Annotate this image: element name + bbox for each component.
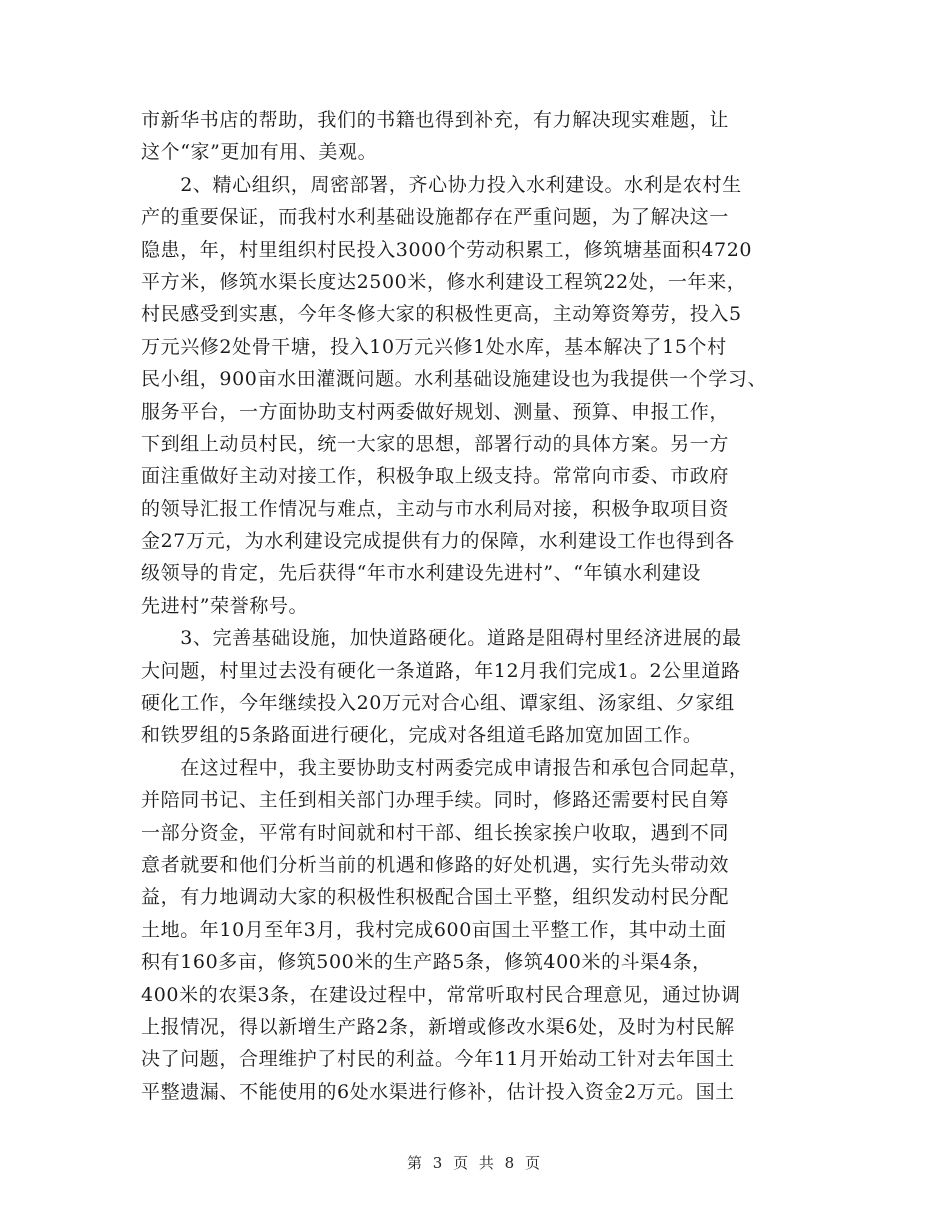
page-number: 第 3 页 共 8 页 xyxy=(407,1154,543,1172)
body-line: 决了问题，合理维护了村民的利益。今年11月开始动工针对去年国土 xyxy=(141,1048,735,1071)
body-line: 面注重做好主动对接工作，积极争取上级支持。常常向市委、市政府 xyxy=(141,465,730,488)
body-line: 下到组上动员村民，统一大家的思想，部署行动的具体方案。另一方 xyxy=(141,432,730,455)
page-footer xyxy=(0,1152,950,1173)
body-line: 万元兴修2处骨干塘，投入10万元兴修1处水库，基本解决了15个村 xyxy=(141,335,727,358)
body-line: 先进村”荣誉称号。 xyxy=(141,594,309,617)
body-line: 并陪同书记、主任到相关部门办理手续。同时，修路还需要村民自筹 xyxy=(141,789,730,812)
body-line: 村民感受到实惠，今年冬修大家的积极性更高，主动筹资筹劳，投入5 xyxy=(141,303,742,326)
body-line: 平整遗漏、不能使用的6处水渠进行修补，估计投入资金2万元。国土 xyxy=(141,1080,735,1103)
body-line: 土地。年10月至年3月，我村完成600亩国土平整工作，其中动土面 xyxy=(141,918,727,941)
body-line: 一部分资金，平常有时间就和村干部、组长挨家挨户收取，遇到不同 xyxy=(141,821,730,844)
body-line: 上报情况，得以新增生产路2条，新增或修改水渠6处，及时为村民解 xyxy=(141,1015,735,1038)
body-line: 级领导的肯定，先后获得“年市水利建设先进村”、“年镇水利建设 xyxy=(141,562,702,585)
body-line: 2、精心组织，周密部署，齐心协力投入水利建设。水利是农村生 xyxy=(141,173,742,196)
body-line: 意者就要和他们分析当前的机遇和修路的好处机遇，实行先头带动效 xyxy=(141,853,730,876)
body-line: 和铁罗组的5条路面进行硬化，完成对各组道毛路加宽加固工作。 xyxy=(141,724,703,747)
body-line: 大问题，村里过去没有硬化一条道路，年12月我们完成1。2公里道路 xyxy=(141,659,741,682)
body-line: 硬化工作，今年继续投入20万元对合心组、谭家组、汤家组、夕家组 xyxy=(141,692,735,715)
body-line: 服务平台，一方面协助支村两委做好规划、测量、预算、申报工作， xyxy=(141,400,730,423)
body-line: 金27万元，为水利建设完成提供有力的保障，水利建设工作也得到各 xyxy=(141,530,735,553)
document-body xyxy=(141,104,813,1108)
body-line: 的领导汇报工作情况与难点，主动与市水利局对接，积极争取项目资 xyxy=(141,497,730,520)
body-line: 这个“家”更加有用、美观。 xyxy=(141,141,378,164)
body-line: 市新华书店的帮助，我们的书籍也得到补充，有力解决现实难题，让 xyxy=(141,109,730,131)
body-line: 在这过程中，我主要协助支村两委完成申请报告和承包合同起草， xyxy=(141,756,749,779)
body-line: 积有160多亩，修筑500米的生产路5条，修筑400米的斗渠4条， xyxy=(141,951,712,974)
body-line: 产的重要保证，而我村水利基础设施都存在严重问题，为了解决这一 xyxy=(141,206,730,229)
body-line: 400米的农渠3条，在建设过程中，常常听取村民合理意见，通过协调 xyxy=(141,983,741,1006)
body-line: 隐患，年，村里组织村民投入3000个劳动积累工，修筑塘基面积4720 xyxy=(141,238,753,261)
body-line: 平方米，修筑水渠长度达2500米，修水利建设工程筑22处，一年来， xyxy=(141,270,747,293)
body-line: 民小组，900亩水田灌溉问题。水利基础设施建设也为我提供一个学习、 xyxy=(141,368,768,391)
body-line: 益，有力地调动大家的积极性积极配合国土平整，组织发动村民分配 xyxy=(141,886,730,909)
body-line: 3、完善基础设施，加快道路硬化。道路是阻碍村里经济进展的最 xyxy=(141,627,742,650)
